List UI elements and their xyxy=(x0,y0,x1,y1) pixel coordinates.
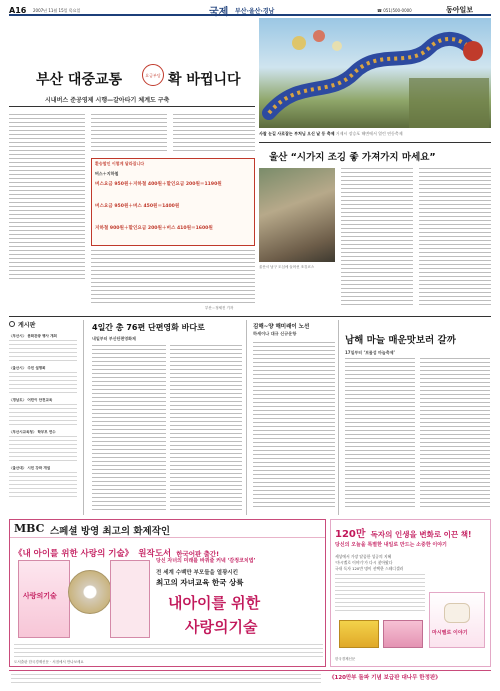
headline-namhae: 남해 마늘 매운맛보러 갈까 xyxy=(345,335,456,346)
book-stack-image xyxy=(383,620,423,648)
ad-book-bullet: 세상에서 가장 달콤한 성공의 지혜 xyxy=(335,554,392,559)
photo-ulsan-street xyxy=(259,168,335,262)
body-text-film-2 xyxy=(170,345,242,510)
dvd-disc-image xyxy=(68,570,112,614)
article-gimhae xyxy=(246,320,336,515)
ad-promo-fineprint xyxy=(11,674,321,686)
body-text-namhae-1 xyxy=(345,358,415,510)
ad-book-bullet: 국내 독자 120만 명이 선택한 스테디셀러 xyxy=(335,566,404,571)
book-cover-marshmallow xyxy=(429,592,485,648)
fare-row: 지하철 900원＋할인요금 200원＋버스 410원＝1600원 xyxy=(95,226,213,231)
bulletin-text xyxy=(9,472,77,500)
section-region: 부산·울산·경남 xyxy=(235,8,275,15)
issue-date: 2007년 11월 15일 목요일 xyxy=(33,8,81,13)
body-text-gimhae xyxy=(253,342,335,510)
ad-book-sub: 당신의 오늘을 특별한 내일로 만드는 소중한 이야기 xyxy=(335,542,447,548)
bulletin-icon xyxy=(9,321,15,327)
ad-book-bullet: ‘마시멜로 이야기’가 다시 찾아왔다 xyxy=(335,560,393,565)
bulletin-board xyxy=(9,320,77,520)
stamp-badge: 요금부담 xyxy=(142,64,164,86)
ad-book-footer: 한국경제신문 xyxy=(335,657,356,661)
fare-box-title: 환승할인 이렇게 달라집니다 xyxy=(95,161,145,166)
section-logo: 국제 xyxy=(209,7,229,18)
ad-promo-strip xyxy=(9,670,491,687)
ad-mbc-banner xyxy=(10,520,326,538)
bulletin-item: 〈경남도〉 어린이 안전교육 xyxy=(9,398,53,402)
body-text-film-1 xyxy=(92,345,166,510)
paper-name: 동아일보 xyxy=(446,5,474,14)
ad-mbc-footer: 도서출판 한국경제신문 · 서점에서 만나보세요 xyxy=(14,660,84,664)
headline-ulsan: 울산 “시가지 조깅 좋 가져가지 마세요” xyxy=(269,152,436,163)
body-text-namhae-2 xyxy=(420,358,490,510)
mbc-logo: MBC xyxy=(14,522,45,535)
bulletin-item: 〈울산대〉 시민 강좌 개설 xyxy=(9,466,51,470)
body-text-col-4 xyxy=(91,250,255,306)
fare-row-label: 버스＋지하철 xyxy=(95,171,119,176)
subhead-gimhae: 하세이나 대규 신규운항 xyxy=(253,331,297,336)
byline-bus: 부산＝정세진 기자 xyxy=(205,306,234,310)
fare-row: 버스요금 950원＋버스 450원＝1400원 xyxy=(95,204,180,209)
contact-number: ☎ 051)500-0000 xyxy=(377,8,412,13)
bulletin-text xyxy=(9,340,77,362)
headline-film: 4일간 총 76편 단편영화 바다로 xyxy=(92,323,205,332)
headline-bus: 부산 대중교통 요금부담 확 바뀝니다 xyxy=(36,68,246,88)
fare-row: 버스요금 950원＋지하철 400원＋할인요금 200원＝1190원 xyxy=(95,182,222,187)
bulletin-item: 〈부산시교육청〉 학부모 연수 xyxy=(9,430,56,434)
article-film-festival xyxy=(83,320,243,515)
divider xyxy=(259,142,491,143)
subhead-film: 내일부터 부산단편영화제 xyxy=(92,336,136,341)
marshmallow-icon xyxy=(444,603,470,623)
ad-mbc-subline: 《내 아이를 위한 사랑의 기술》 원작도서 한국어판 출간! xyxy=(14,549,220,559)
ad-book-fineprint xyxy=(335,574,425,614)
ad-book-headline: 120만 독자의 인생을 변화로 이끈 책! xyxy=(335,529,472,540)
ad-mbc-book xyxy=(9,519,326,667)
divider xyxy=(9,106,255,107)
body-text-col-3 xyxy=(173,114,255,154)
ad-mbc-quote: 당신 자녀의 미래를 바꿔줄 커넥 ‘감정코치법’ xyxy=(156,558,256,564)
subhead-bus: 시내버스 준공영제 시행—갈아타기 체계도 구축 xyxy=(45,97,170,104)
dragon-illustration xyxy=(259,18,491,128)
photo-dragon-lanterns xyxy=(259,18,491,128)
bulletin-text xyxy=(9,372,77,394)
ad-marshmallow-book xyxy=(330,519,491,667)
bulletin-text xyxy=(9,404,77,426)
book-cover-image: 사랑의기술 xyxy=(18,560,70,638)
book-stack-image xyxy=(339,620,379,648)
bulletin-text xyxy=(9,436,77,462)
bulletin-item: 〈울산시〉 주민 설명회 xyxy=(9,366,46,370)
headline-gimhae: 김해~양 해미래이 노선 xyxy=(253,324,310,330)
ad-mbc-title: 스페셜 방영 최고의 화제작인 xyxy=(50,526,171,537)
masthead xyxy=(9,3,491,16)
body-text-ulsan-2 xyxy=(419,168,491,308)
bulletin-header: 게시판 xyxy=(9,320,77,329)
page-number: A16 xyxy=(9,6,27,15)
body-text-col-2 xyxy=(91,114,167,154)
ad-mbc-book-title-2: 사랑의기술 xyxy=(185,618,258,636)
subhead-namhae: 17일부터 ‘보물섬 마늘축제’ xyxy=(345,350,396,355)
photo-caption-dragon: 사찰 눈길 사로잡는 부처님 오신 날 등 축제 거제시 장승포 해변에서 열린 연등축제 xyxy=(259,131,403,136)
body-text-ulsan-1 xyxy=(341,168,413,308)
article-ulsan xyxy=(259,142,491,314)
section-divider xyxy=(9,316,491,317)
ad-mbc-book-title-1: 내아이를 위한 xyxy=(168,594,261,612)
bulletin-item: 〈부산시〉 문화관광 행사 개최 xyxy=(9,334,57,338)
book-cover-image xyxy=(110,560,150,638)
ad-promo-text: 《120만부 돌파 기념 보급판 대나무 한정판》 xyxy=(329,675,441,681)
body-text-col-1 xyxy=(9,114,85,279)
photo-caption-ulsan: 울산시 남구 도심에 들어선 조깅코스 xyxy=(259,265,315,269)
book-title-marshmallow: 마시멜로 이야기 xyxy=(432,630,468,636)
ad-mbc-fineprint xyxy=(14,644,323,660)
article-namhae xyxy=(338,320,491,515)
article-bus xyxy=(9,18,255,314)
fare-infobox xyxy=(91,158,255,246)
ad-mbc-pitch-big: 최고의 자녀교육 한국 상륙 xyxy=(156,578,244,587)
ad-mbc-pitch: 전 세계 수백만 부모들을 열광시킨 xyxy=(156,570,239,576)
